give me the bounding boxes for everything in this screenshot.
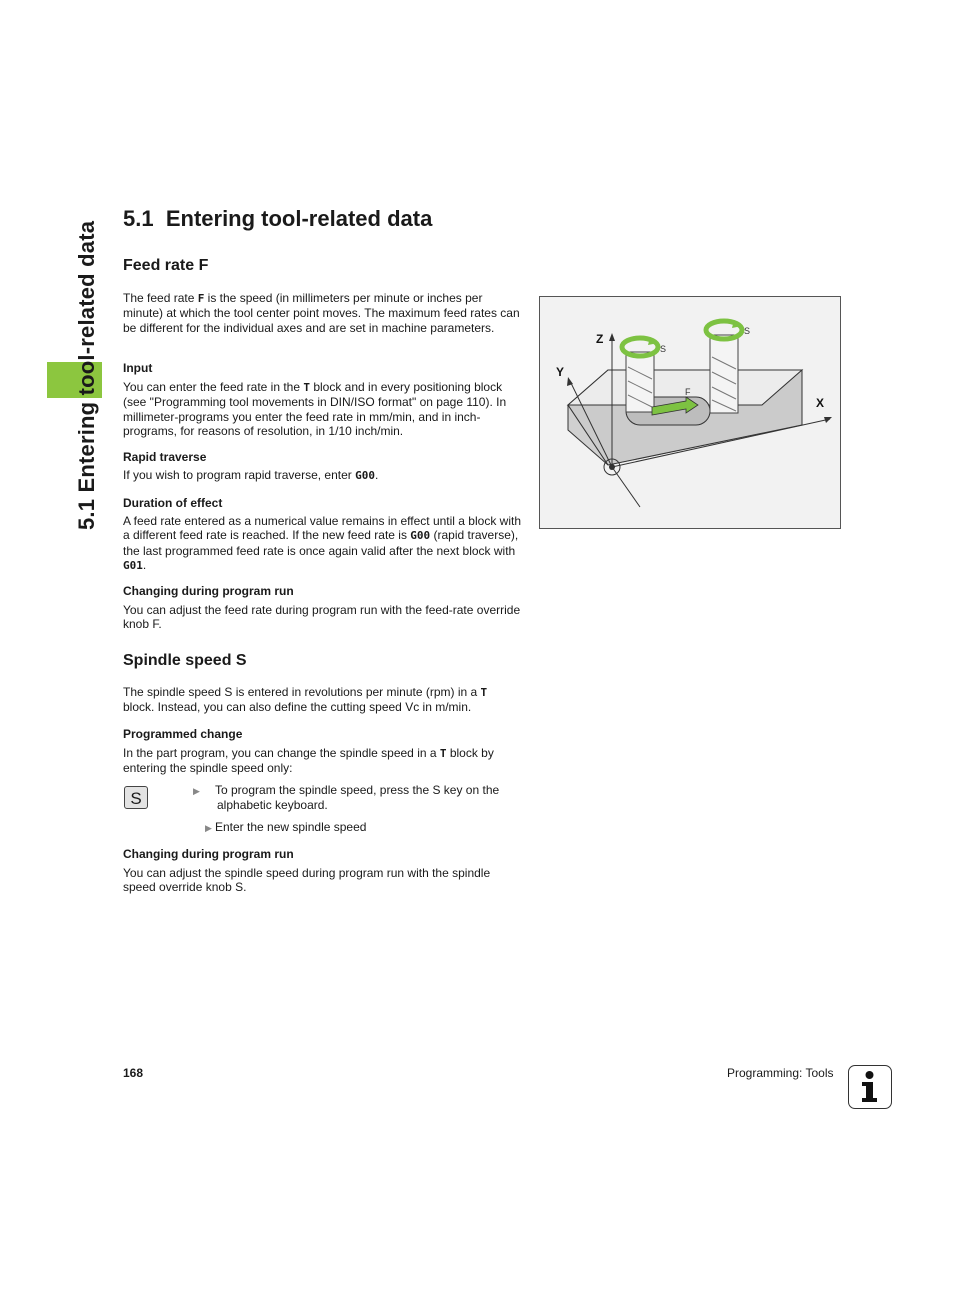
page-number: 168 bbox=[123, 1066, 144, 1080]
input-text: You can enter the feed rate in the T block and in every positioning block (see "Programming tool movements in DIN/ISO format" on page 110). In millimeter-programs you enter the feed rate in mm/min, and in inch-programs, for reasons of resolution, in 1/10 inch/min. bbox=[123, 380, 507, 439]
label-x: X bbox=[816, 396, 825, 410]
section-heading bbox=[123, 206, 432, 232]
x-axis-arrow-icon bbox=[824, 417, 832, 423]
feed-rate-figure bbox=[539, 296, 841, 529]
feed-changing-heading: Changing during program run bbox=[123, 584, 294, 598]
origin-point-icon bbox=[609, 464, 615, 470]
spindle-heading: Spindle speed S bbox=[123, 652, 247, 669]
feed-rate-intro: The feed rate F is the speed (in millimeters per minute or inches per minute) at which the tool center point moves. The maximum feed rates can be different for the individual axes and are set in machine parameters. bbox=[123, 291, 520, 335]
spindle-changing-text: You can adjust the spindle speed during program run with the spindle speed override knob S. bbox=[123, 866, 491, 895]
machining-illustration bbox=[540, 297, 840, 528]
rapid-traverse-heading: Rapid traverse bbox=[123, 450, 207, 464]
section-number: 5.1 bbox=[123, 206, 154, 231]
programmed-change-heading: Programmed change bbox=[123, 727, 243, 741]
duration-heading: Duration of effect bbox=[123, 496, 223, 510]
programmed-change-text: In the part program, you can change the spindle speed in a T block by entering the spindle speed only: bbox=[123, 746, 494, 776]
footer-chapter-title: Programming: Tools bbox=[727, 1066, 834, 1080]
step-press-s-key: ▶ To program the spindle speed, press the S key on the alphabetic keyboard. bbox=[193, 783, 500, 813]
label-z: Z bbox=[596, 332, 604, 346]
rapid-traverse-text: If you wish to program rapid traverse, enter G00. bbox=[123, 468, 379, 482]
z-axis-arrow-icon bbox=[609, 333, 615, 341]
info-icon bbox=[848, 1065, 892, 1109]
side-chapter-title: 5.1 Entering tool-related data bbox=[74, 220, 99, 530]
feed-rate-heading: Feed rate F bbox=[123, 257, 209, 274]
step-enter-speed: ▶ Enter the new spindle speed bbox=[205, 820, 367, 834]
spindle-intro: The spindle speed S is entered in revolutions per minute (rpm) in a T block. Instead, you can also define the cutting speed Vc in m/min. bbox=[123, 685, 488, 715]
feed-changing-text: You can adjust the feed rate during program run with the feed-rate override knob F. bbox=[123, 603, 521, 632]
label-f: F bbox=[685, 387, 691, 397]
s-key-icon: S bbox=[124, 786, 148, 809]
label-s-right: S bbox=[744, 326, 751, 336]
section-title: Entering tool-related data bbox=[165, 206, 433, 231]
input-heading: Input bbox=[123, 361, 153, 375]
label-y: Y bbox=[556, 365, 565, 379]
duration-text: A feed rate entered as a numerical value remains in effect until a block with a different feed rate is reached. If the new feed rate is G00 (rapid traverse), the last programmed feed rate is once again valid after the next block with G01. bbox=[123, 514, 521, 573]
triangle-bullet-icon: ▶ bbox=[205, 823, 212, 833]
origin-extension-line bbox=[612, 467, 640, 507]
spindle-changing-heading: Changing during program run bbox=[123, 847, 294, 861]
triangle-bullet-icon: ▶ bbox=[193, 786, 200, 796]
label-s-left: S bbox=[660, 344, 667, 354]
